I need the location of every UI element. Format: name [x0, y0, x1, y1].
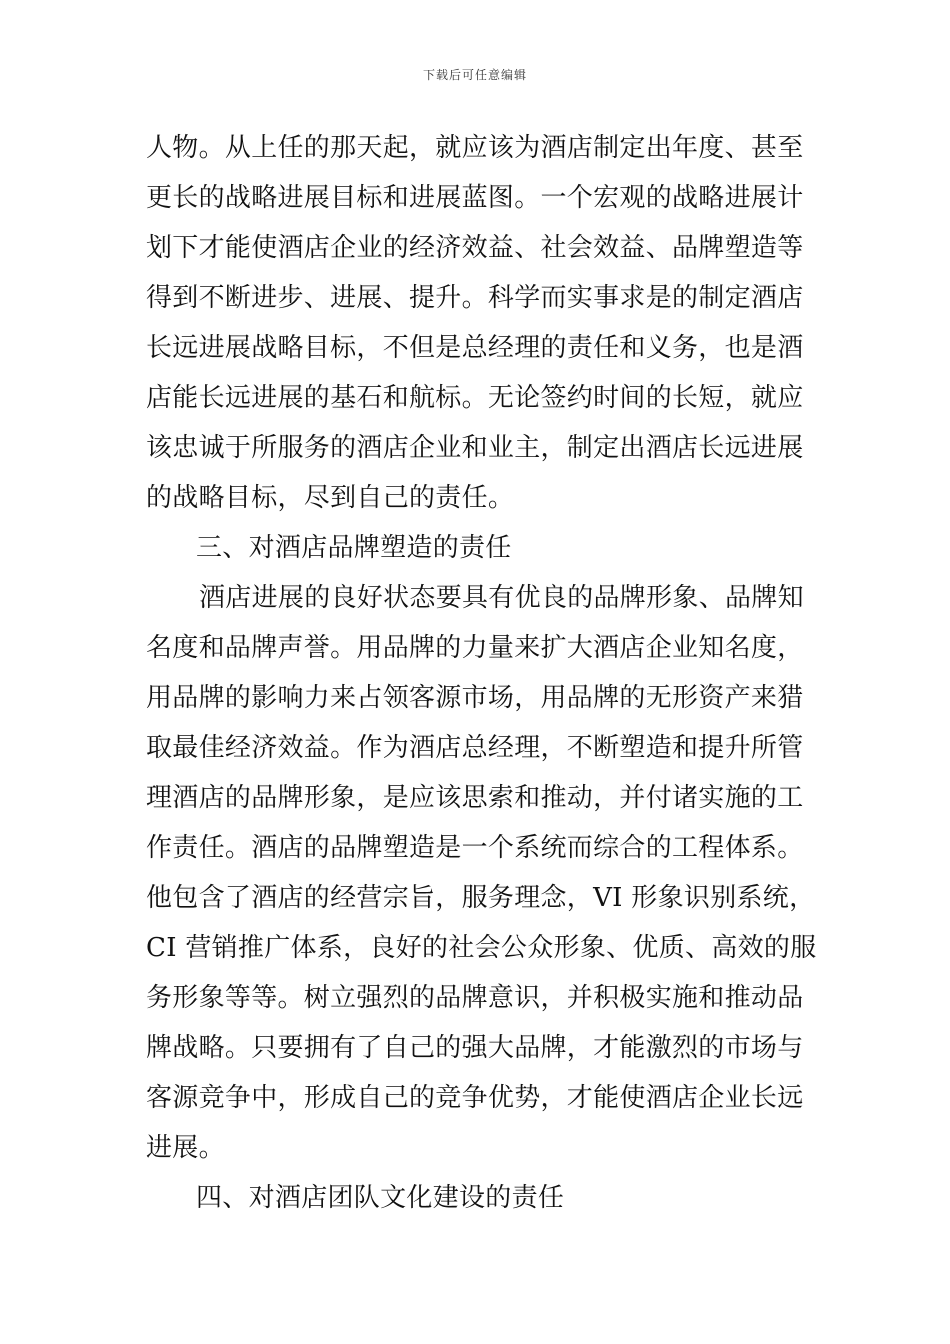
- text-line: 务形象等等。树立强烈的品牌意识，并积极实施和推动品: [146, 983, 804, 1013]
- text-line: 用品牌的影响力来占领客源市场，用品牌的无形资产来猎: [146, 683, 804, 713]
- text-line: 客源竞争中，形成自己的竞争优势，才能使酒店企业长远: [146, 1083, 804, 1113]
- text-line: 名度和品牌声誉。用品牌的力量来扩大酒店企业知名度，: [146, 633, 804, 663]
- paragraph-first-line: 酒店进展的良好状态要具有优良的品牌形象、品牌知: [199, 583, 804, 613]
- text-line: 牌战略。只要拥有了自己的强大品牌，才能激烈的市场与: [146, 1033, 804, 1063]
- text-line: 长远进展战略目标，不但是总经理的责任和义务，也是酒: [146, 333, 804, 363]
- text-line: 理酒店的品牌形象，是应该思索和推动，并付诸实施的工: [146, 783, 804, 813]
- text-line: 的战略目标，尽到自己的责任。: [146, 483, 515, 513]
- text-line: 他包含了酒店的经营宗旨，服务理念，VI 形象识别系统，: [146, 883, 816, 913]
- text-line: 取最佳经济效益。作为酒店总经理，不断塑造和提升所管: [146, 733, 804, 763]
- text-line: 人物。从上任的那天起，就应该为酒店制定出年度、甚至: [146, 133, 804, 163]
- page-header-note: 下载后可任意编辑: [422, 68, 527, 82]
- section-heading: 四、对酒店团队文化建设的责任: [196, 1183, 565, 1213]
- text-line: 更长的战略进展目标和进展蓝图。一个宏观的战略进展计: [146, 183, 804, 213]
- text-line: 得到不断进步、进展、提升。科学而实事求是的制定酒店: [146, 283, 804, 313]
- text-line: CI 营销推广体系，良好的社会公众形象、优质、高效的服: [146, 933, 817, 963]
- section-heading: 三、对酒店品牌塑造的责任: [196, 533, 512, 563]
- text-line: 作责任。酒店的品牌塑造是一个系统而综合的工程体系。: [146, 833, 804, 863]
- text-line: 店能长远进展的基石和航标。无论签约时间的长短，就应: [146, 383, 804, 413]
- text-line: 该忠诚于所服务的酒店企业和业主，制定出酒店长远进展: [146, 433, 804, 463]
- text-line: 划下才能使酒店企业的经济效益、社会效益、品牌塑造等: [146, 233, 804, 263]
- text-line: 进展。: [146, 1133, 225, 1163]
